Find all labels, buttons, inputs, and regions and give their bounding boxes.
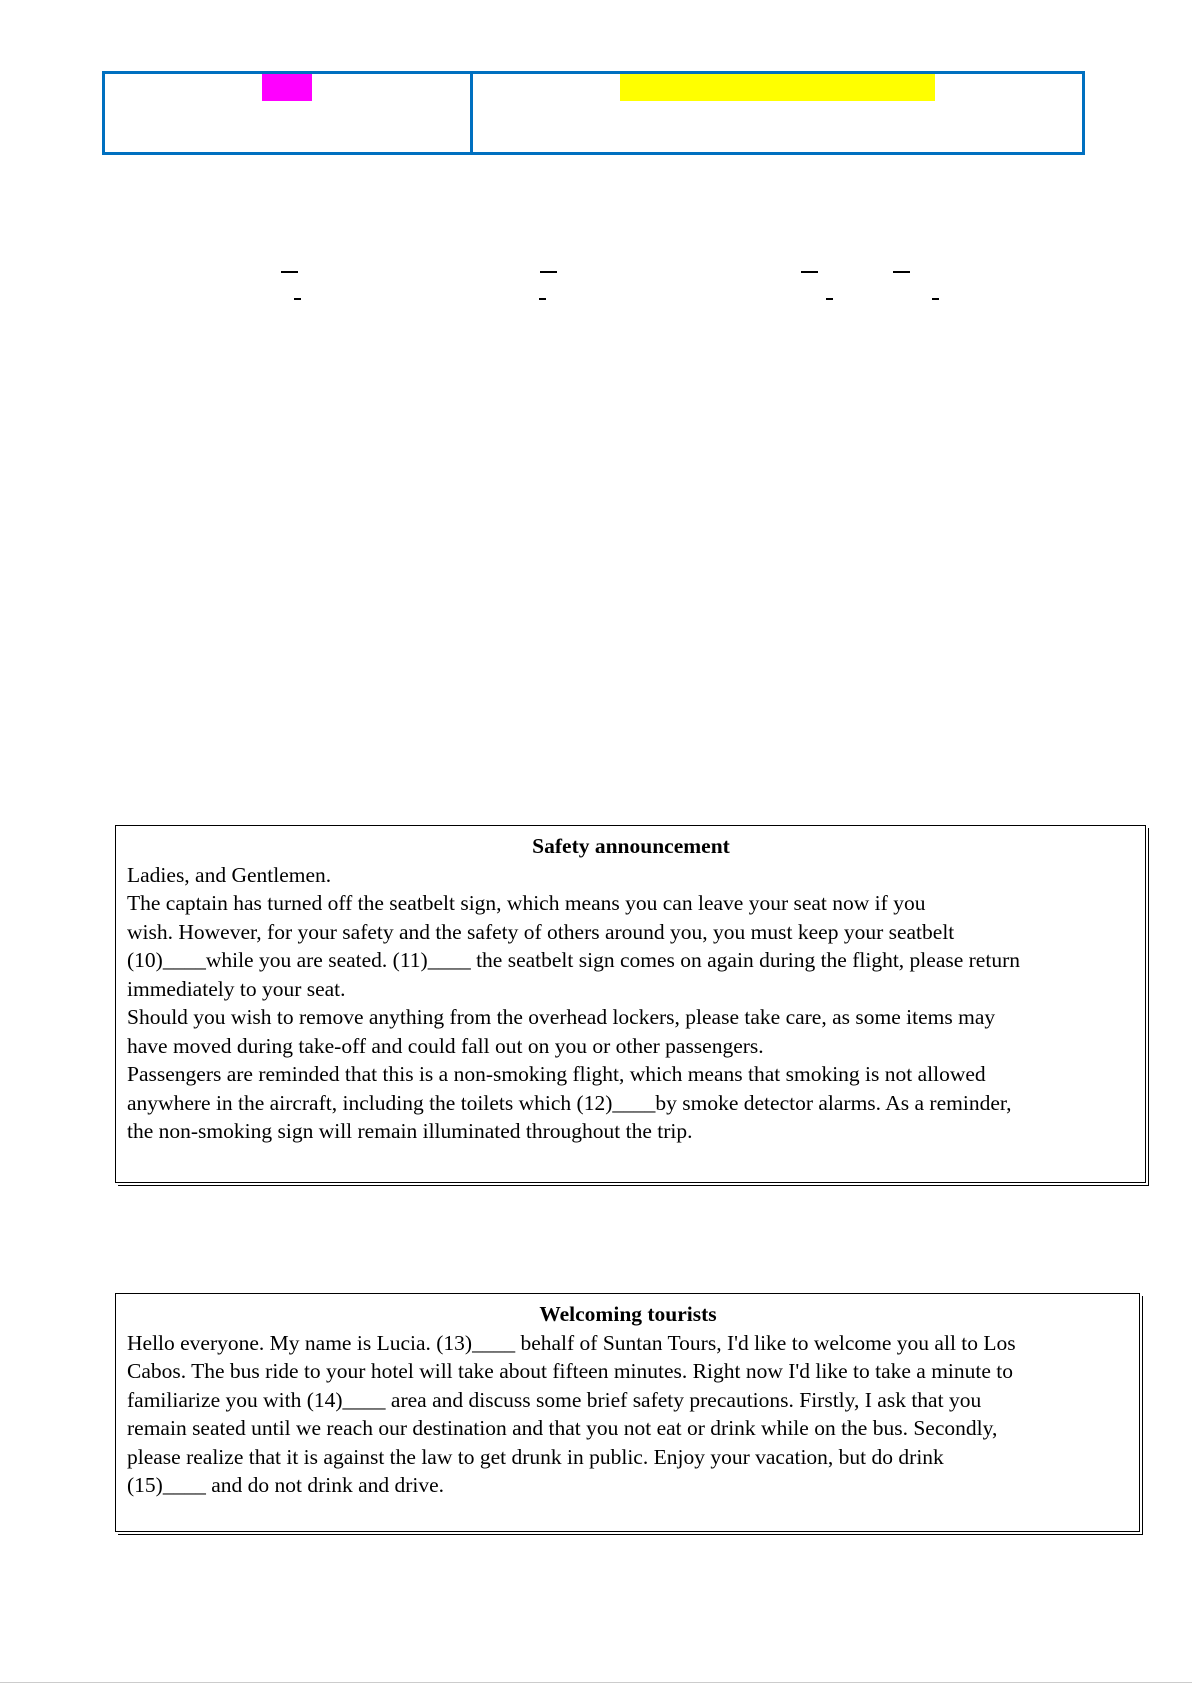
highlight-magenta	[262, 74, 312, 101]
blank-mark	[540, 271, 557, 273]
table-divider	[470, 74, 473, 152]
text-line: the non-smoking sign will remain illuminated throughout the trip.	[127, 1119, 693, 1143]
text-line: Passengers are reminded that this is a non-smoking flight, which means that smoking is not allowed	[127, 1062, 986, 1086]
blank-mark	[281, 271, 298, 273]
text-line: wish. However, for your safety and the safety of others around you, you must keep your seatbelt	[127, 919, 955, 944]
text-line: familiarize you with (14)____ area and discuss some brief safety precautions. Firstly, I ask that you	[127, 1387, 982, 1412]
text-line: Cabos. The bus ride to your hotel will take about fifteen minutes. Right now I'd like to take a minute to	[127, 1359, 1014, 1383]
blank-mark	[893, 271, 910, 273]
text-line: remain seated until we reach our destination and that you not eat or drink while on the bus. Secondly,	[127, 1416, 998, 1440]
text-line: The captain has turned off the seatbelt sign, which means you can leave your seat now if you	[127, 891, 926, 915]
blank-mark	[801, 271, 818, 273]
header-table	[102, 71, 1085, 155]
page-edge	[0, 1682, 1192, 1683]
blank-mark	[294, 298, 301, 300]
blank-mark	[539, 298, 546, 300]
welcoming-tourists-box	[115, 1293, 1140, 1532]
text-line: anywhere in the aircraft, including the toilets which (12)____by smoke detector alarms. As a reminder,	[127, 1090, 1012, 1115]
section-title: Welcoming tourists	[539, 1302, 717, 1326]
text-line: Ladies, and Gentlemen.	[127, 862, 332, 887]
section-title: Safety announcement	[532, 834, 730, 858]
text-line: (15)____ and do not drink and drive.	[127, 1473, 445, 1497]
blank-mark	[826, 298, 833, 300]
text-line: please realize that it is against the law to get drunk in public. Enjoy your vacation, but do drink	[127, 1444, 944, 1469]
blank-mark	[932, 298, 939, 300]
text-line: have moved during take-off and could fall out on you or other passengers.	[127, 1033, 764, 1058]
text-line: immediately to your seat.	[127, 976, 346, 1001]
text-line: Should you wish to remove anything from the overhead lockers, please take care, as some items may	[127, 1005, 996, 1029]
highlight-yellow	[620, 74, 935, 101]
text-line: Hello everyone. My name is Lucia. (13)____ behalf of Suntan Tours, I'd like to welcome you all to Los	[127, 1330, 1016, 1355]
safety-announcement-box	[115, 825, 1146, 1183]
text-line: (10)____while you are seated. (11)____ the seatbelt sign comes on again during the flight, please return	[127, 948, 1020, 972]
